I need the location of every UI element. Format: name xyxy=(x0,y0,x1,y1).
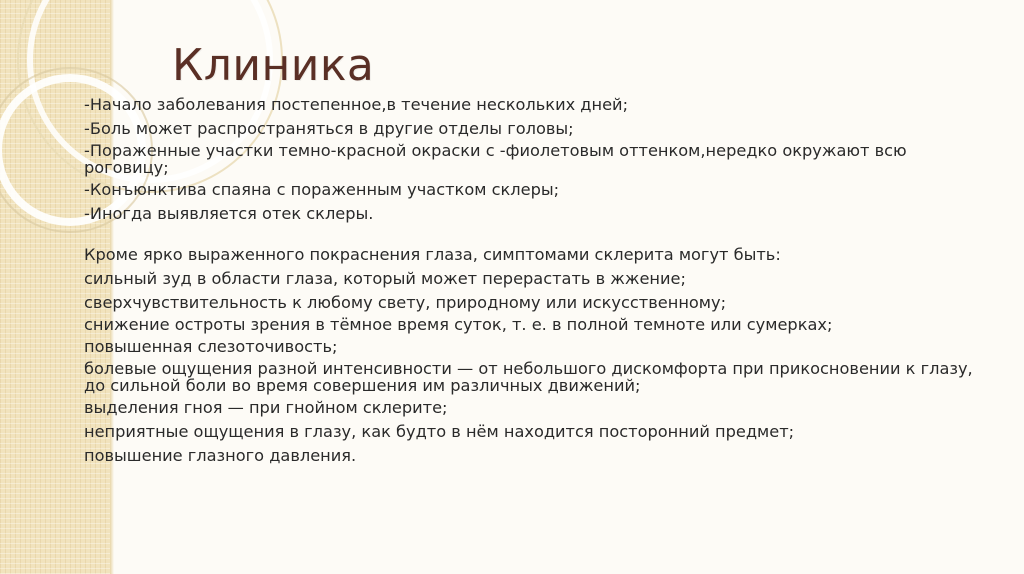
symptom-item: повышенная слезоточивость; xyxy=(84,337,338,356)
list-item: -Боль может распространяться в другие отделы головы; xyxy=(84,119,574,138)
symptom-item: выделения гноя — при гнойном склерите; xyxy=(84,398,448,417)
symptom-item: неприятные ощущения в глазу, как будто в нём находится посторонний предмет; xyxy=(84,422,795,441)
list-item: -Пораженные участки темно-красной окраски с -фиолетовым оттенком,нередко окружают всю роговицу; xyxy=(84,141,907,177)
symptom-item: сильный зуд в области глаза, который может перерастать в жжение; xyxy=(84,269,686,288)
symptom-item: сверхчувствительность к любому свету, природному или искусственному; xyxy=(84,293,727,312)
symptom-item: повышение глазного давления. xyxy=(84,446,357,465)
symptom-item: болевые ощущения разной интенсивности — от небольшого дискомфорта при прикосновении к глазу, до сильной боли во время совершения им различных движений; xyxy=(84,359,973,395)
list-item: -Начало заболевания постепенное,в течение нескольких дней; xyxy=(84,95,629,114)
page-title: Клиника xyxy=(172,40,375,91)
symptom-item: снижение остроты зрения в тёмное время суток, т. е. в полной темноте или сумерках; xyxy=(84,315,833,334)
list-item: -Иногда выявляется отек склеры. xyxy=(84,204,374,223)
content xyxy=(84,94,1004,466)
list-item: -Конъюнктива спаяна с пораженным участком склеры; xyxy=(84,180,560,199)
symptoms-intro: Кроме ярко выраженного покраснения глаза, симптомами склерита могут быть: xyxy=(84,245,781,264)
